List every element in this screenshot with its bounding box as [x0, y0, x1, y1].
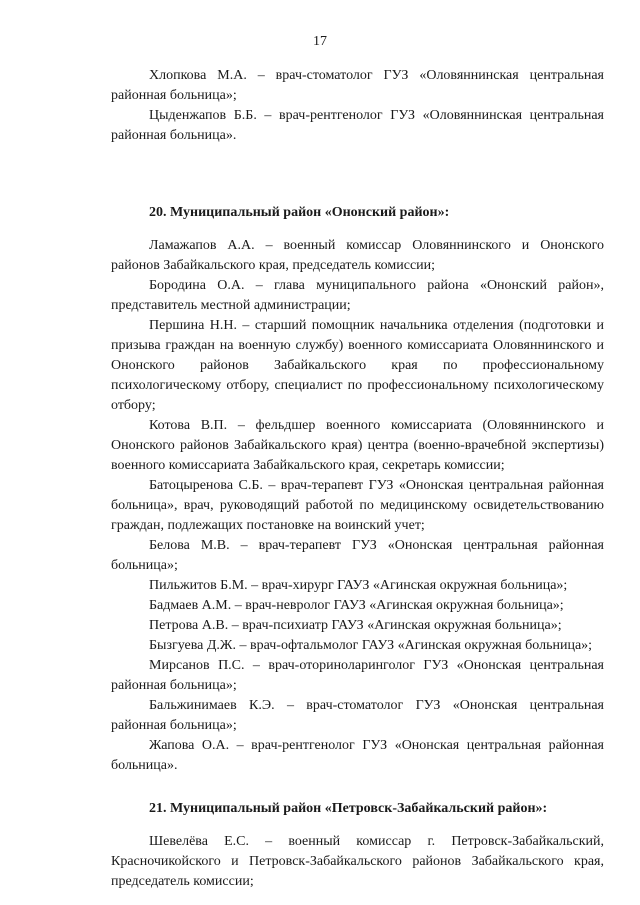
list-item: Жапова О.А. – врач-рентгенолог ГУЗ «Ононская центральная районная больница».: [111, 738, 604, 773]
list-item: Шевелёва Е.С. – военный комиссар г. Петровск-Забайкальский, Красночикойского и Петровск-Забайкальского районов Забайкальского края, председатель комиссии;: [111, 834, 604, 889]
list-item: Ламажапов А.А. – военный комиссар Оловяннинского и Ононского районов Забайкальского края, председатель комиссии;: [111, 238, 604, 273]
document-body: [111, 66, 604, 892]
list-item: Цыденжапов Б.Б. – врач-рентгенолог ГУЗ «Оловяннинская центральная районная больница».: [111, 108, 604, 143]
list-item: Петрова А.В. – врач-психиатр ГАУЗ «Агинская окружная больница»;: [149, 618, 562, 633]
section-heading-20: 20. Муниципальный район «Ононский район»:: [149, 205, 450, 220]
list-item: Батоцыренова С.Б. – врач-терапевт ГУЗ «Ононская центральная районная больница», врач, руководящий работой по медицинскому освидетельствованию граждан, подлежащих постановке на воинский учет;: [111, 478, 604, 533]
list-item: Першина Н.Н. – старший помощник начальника отделения (подготовки и призыва граждан на военную службу) военного комиссариата Оловяннинского и Ононского районов Забайкальского края по профессиональному психологическому отбору, специалист по профессиональному психологическому отбору;: [111, 318, 604, 413]
list-item: Котова В.П. – фельдшер военного комиссариата (Оловяннинского и Ононского районов Забайкальского края) центра (военно-врачебной экспертизы) военного комиссариата Забайкальского края, секретарь комиссии;: [111, 418, 604, 473]
top-entries: [111, 66, 604, 146]
list-item: Хлопкова М.А. – врач-стоматолог ГУЗ «Оловяннинская центральная районная больница»;: [111, 68, 604, 103]
section-20-entries: [111, 236, 604, 776]
section-heading-21: 21. Муниципальный район «Петровск-Забайкальский район»:: [149, 801, 548, 816]
page-number: 17: [313, 34, 327, 49]
list-item: Пильжитов Б.М. – врач-хирург ГАУЗ «Агинская окружная больница»;: [149, 578, 568, 593]
list-item: Бородина О.А. – глава муниципального района «Ононский район», представитель местной администрации;: [111, 278, 604, 313]
list-item: Мирсанов П.С. – врач-оториноларинголог ГУЗ «Ононская центральная районная больница»;: [111, 658, 604, 693]
list-item: Бызгуева Д.Ж. – врач-офтальмолог ГАУЗ «Агинская окружная больница»;: [149, 638, 593, 653]
section-21-entries: [111, 832, 604, 892]
list-item: Белова М.В. – врач-терапевт ГУЗ «Ононская центральная районная больница»;: [111, 538, 604, 573]
list-item: Бадмаев А.М. – врач-невролог ГАУЗ «Агинская окружная больница»;: [149, 598, 564, 613]
list-item: Бальжинимаев К.Э. – врач-стоматолог ГУЗ «Ононская центральная районная больница»;: [111, 698, 604, 733]
